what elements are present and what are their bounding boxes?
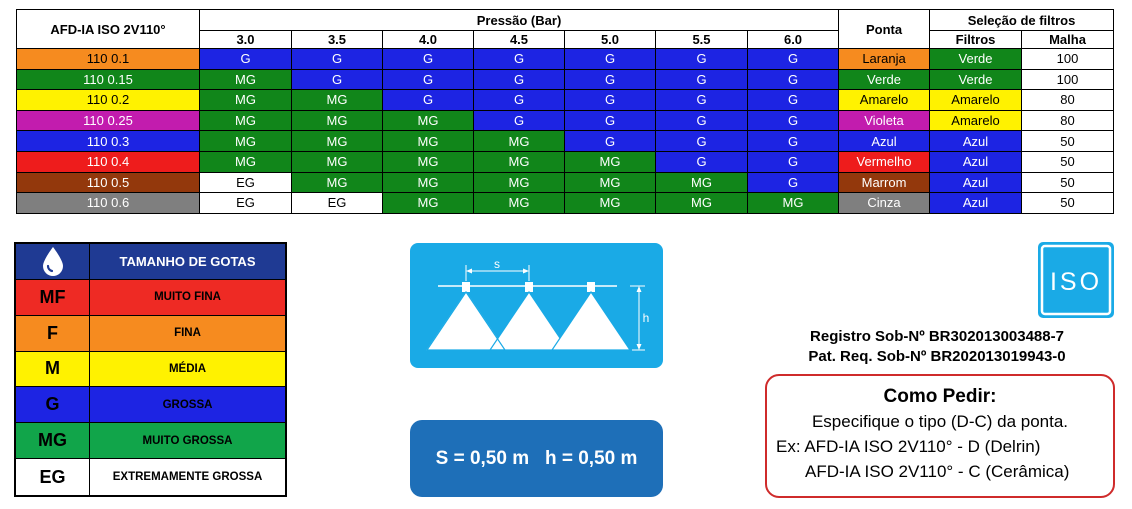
spray-cone-icon bbox=[552, 292, 630, 350]
pressure-col-header: 3.0 bbox=[200, 31, 292, 49]
droplet-size-cell: MG bbox=[383, 193, 474, 214]
droplet-size-cell: MG bbox=[748, 193, 839, 214]
droplet-size-cell: MG bbox=[292, 172, 383, 193]
droplet-size-cell: MG bbox=[292, 110, 383, 131]
registration-line: Registro Sob-Nº BR302013003488-7 bbox=[810, 328, 1064, 345]
iso-logo-text: ISO bbox=[1049, 268, 1103, 296]
legend-label: FINA bbox=[90, 316, 285, 352]
pressure-col-header: 4.5 bbox=[474, 31, 565, 49]
nozzle-model-cell: 110 0.1 bbox=[17, 49, 200, 70]
droplet-size-cell: G bbox=[656, 49, 748, 70]
droplet-size-legend bbox=[14, 242, 287, 497]
droplet-size-cell: G bbox=[565, 49, 656, 70]
legend-label: MÉDIA bbox=[90, 352, 285, 388]
droplet-size-cell: MG bbox=[383, 172, 474, 193]
droplet-size-cell: MG bbox=[200, 110, 292, 131]
droplet-size-cell: MG bbox=[292, 131, 383, 152]
table-title: AFD-IA ISO 2V110° bbox=[17, 10, 200, 49]
droplet-size-cell: MG bbox=[292, 151, 383, 172]
pressure-col-header: 4.0 bbox=[383, 31, 474, 49]
droplet-size-cell: G bbox=[474, 90, 565, 111]
filter-color-cell: Amarelo bbox=[930, 90, 1022, 111]
filter-color-cell: Azul bbox=[930, 172, 1022, 193]
nozzle-icon bbox=[525, 282, 533, 292]
mesh-cell: 80 bbox=[1022, 90, 1114, 111]
droplet-size-cell: MG bbox=[200, 69, 292, 90]
droplet-size-cell: MG bbox=[200, 90, 292, 111]
droplet-size-cell: G bbox=[748, 90, 839, 111]
legend-code: F bbox=[16, 316, 90, 352]
droplet-size-cell: MG bbox=[565, 193, 656, 214]
filter-color-cell: Azul bbox=[930, 193, 1022, 214]
droplet-size-cell: G bbox=[474, 49, 565, 70]
filter-color-cell: Amarelo bbox=[930, 110, 1022, 131]
nozzle-model-cell: 110 0.3 bbox=[17, 131, 200, 152]
malha-header: Malha bbox=[1022, 31, 1114, 49]
patent-line: Pat. Req. Sob-Nº BR202013019943-0 bbox=[808, 348, 1066, 365]
spray-cone-icon bbox=[427, 292, 505, 350]
legend-label: MUITO GROSSA bbox=[90, 423, 285, 459]
spacing-label: s bbox=[494, 257, 500, 271]
spray-cone-icon bbox=[490, 292, 568, 350]
droplet-size-cell: MG bbox=[383, 110, 474, 131]
mesh-cell: 50 bbox=[1022, 193, 1114, 214]
ponta-color-cell: Vermelho bbox=[839, 151, 930, 172]
droplet-icon bbox=[16, 244, 90, 280]
legend-code: MG bbox=[16, 423, 90, 459]
droplet-size-cell: EG bbox=[200, 193, 292, 214]
spacing-formula-box: S = 0,50 m h = 0,50 m bbox=[410, 420, 663, 497]
table-row bbox=[17, 151, 1114, 172]
ponta-color-cell: Azul bbox=[839, 131, 930, 152]
droplet-size-cell: G bbox=[565, 131, 656, 152]
droplet-size-cell: G bbox=[748, 131, 839, 152]
droplet-size-cell: MG bbox=[292, 90, 383, 111]
droplet-size-cell: MG bbox=[474, 193, 565, 214]
nozzle-model-cell: 110 0.15 bbox=[17, 69, 200, 90]
nozzle-model-cell: 110 0.2 bbox=[17, 90, 200, 111]
ponta-color-cell: Violeta bbox=[839, 110, 930, 131]
table-body bbox=[17, 49, 1114, 214]
droplet-size-cell: G bbox=[200, 49, 292, 70]
droplet-size-cell: G bbox=[748, 49, 839, 70]
droplet-size-cell: G bbox=[656, 90, 748, 111]
nozzle-selection-table bbox=[16, 9, 1114, 214]
legend-code: MF bbox=[16, 280, 90, 316]
droplet-size-cell: MG bbox=[474, 131, 565, 152]
droplet-size-cell: MG bbox=[656, 193, 748, 214]
droplet-size-cell: MG bbox=[383, 151, 474, 172]
legend-code: G bbox=[16, 387, 90, 423]
droplet-size-cell: G bbox=[656, 131, 748, 152]
filtros-header: Filtros bbox=[930, 31, 1022, 49]
legend-label: EXTREMAMENTE GROSSA bbox=[90, 459, 285, 495]
droplet-size-cell: MG bbox=[565, 151, 656, 172]
order-title: Como Pedir: bbox=[883, 386, 997, 407]
droplet-size-cell: G bbox=[748, 69, 839, 90]
table-row bbox=[17, 193, 1114, 214]
pressure-col-header: 5.0 bbox=[565, 31, 656, 49]
droplet-size-cell: G bbox=[656, 69, 748, 90]
droplet-size-cell: G bbox=[656, 151, 748, 172]
ponta-header: Ponta bbox=[839, 10, 930, 49]
mesh-cell: 100 bbox=[1022, 69, 1114, 90]
droplet-size-cell: G bbox=[292, 69, 383, 90]
table-row bbox=[17, 110, 1114, 131]
nozzle-model-cell: 110 0.6 bbox=[17, 193, 200, 214]
ponta-color-cell: Amarelo bbox=[839, 90, 930, 111]
ponta-color-cell: Cinza bbox=[839, 193, 930, 214]
table-row bbox=[17, 131, 1114, 152]
pressure-col-header: 3.5 bbox=[292, 31, 383, 49]
droplet-size-cell: MG bbox=[474, 151, 565, 172]
droplet-size-cell: G bbox=[748, 110, 839, 131]
nozzle-model-cell: 110 0.25 bbox=[17, 110, 200, 131]
droplet-size-cell: MG bbox=[565, 172, 656, 193]
droplet-size-cell: G bbox=[748, 172, 839, 193]
droplet-size-cell: G bbox=[474, 69, 565, 90]
droplet-size-cell: MG bbox=[200, 131, 292, 152]
ponta-color-cell: Marrom bbox=[839, 172, 930, 193]
iso-logo bbox=[1038, 242, 1114, 318]
filter-color-cell: Azul bbox=[930, 151, 1022, 172]
droplet-size-cell: G bbox=[565, 110, 656, 131]
droplet-size-cell: G bbox=[748, 151, 839, 172]
nozzle-model-cell: 110 0.5 bbox=[17, 172, 200, 193]
legend-code: EG bbox=[16, 459, 90, 495]
pressure-col-header: 5.5 bbox=[656, 31, 748, 49]
nozzle-spacing-diagram bbox=[410, 243, 663, 368]
droplet-size-cell: MG bbox=[200, 151, 292, 172]
filter-color-cell: Azul bbox=[930, 131, 1022, 152]
mesh-cell: 50 bbox=[1022, 151, 1114, 172]
registration-info bbox=[760, 327, 1114, 367]
droplet-size-cell: G bbox=[292, 49, 383, 70]
nozzle-icon bbox=[587, 282, 595, 292]
droplet-size-cell: G bbox=[474, 110, 565, 131]
mesh-cell: 100 bbox=[1022, 49, 1114, 70]
filter-color-cell: Verde bbox=[930, 69, 1022, 90]
droplet-size-cell: G bbox=[565, 69, 656, 90]
droplet-size-cell: G bbox=[383, 90, 474, 111]
legend-label: GROSSA bbox=[90, 387, 285, 423]
droplet-size-cell: G bbox=[565, 90, 656, 111]
order-instruction: Especifique o tipo (D-C) da ponta. bbox=[811, 412, 1069, 431]
mesh-cell: 50 bbox=[1022, 131, 1114, 152]
table-row bbox=[17, 172, 1114, 193]
filter-selection-header: Seleção de filtros bbox=[930, 10, 1114, 31]
table-row bbox=[17, 90, 1114, 111]
table-row bbox=[17, 49, 1114, 70]
pressure-col-header: 6.0 bbox=[748, 31, 839, 49]
legend-code: M bbox=[16, 352, 90, 388]
order-example-ceramica: AFD-IA ISO 2V110° - C (Cerâmica) bbox=[805, 462, 1070, 481]
droplet-size-cell: MG bbox=[383, 131, 474, 152]
filter-color-cell: Verde bbox=[930, 49, 1022, 70]
ponta-color-cell: Laranja bbox=[839, 49, 930, 70]
droplet-size-cell: EG bbox=[200, 172, 292, 193]
ponta-color-cell: Verde bbox=[839, 69, 930, 90]
droplet-size-cell: G bbox=[383, 69, 474, 90]
nozzle-icon bbox=[462, 282, 470, 292]
droplet-size-cell: G bbox=[383, 49, 474, 70]
pressure-header: Pressão (Bar) bbox=[200, 10, 839, 31]
how-to-order-box bbox=[765, 374, 1115, 498]
mesh-cell: 80 bbox=[1022, 110, 1114, 131]
height-label: h bbox=[642, 311, 650, 325]
legend-title: TAMANHO DE GOTAS bbox=[90, 244, 285, 280]
droplet-size-cell: G bbox=[656, 110, 748, 131]
order-example-delrin: Ex: AFD-IA ISO 2V110° - D (Delrin) bbox=[776, 437, 1041, 456]
droplet-size-cell: MG bbox=[474, 172, 565, 193]
legend-label: MUITO FINA bbox=[90, 280, 285, 316]
droplet-size-cell: MG bbox=[656, 172, 748, 193]
nozzle-model-cell: 110 0.4 bbox=[17, 151, 200, 172]
mesh-cell: 50 bbox=[1022, 172, 1114, 193]
table-row bbox=[17, 69, 1114, 90]
droplet-size-cell: EG bbox=[292, 193, 383, 214]
